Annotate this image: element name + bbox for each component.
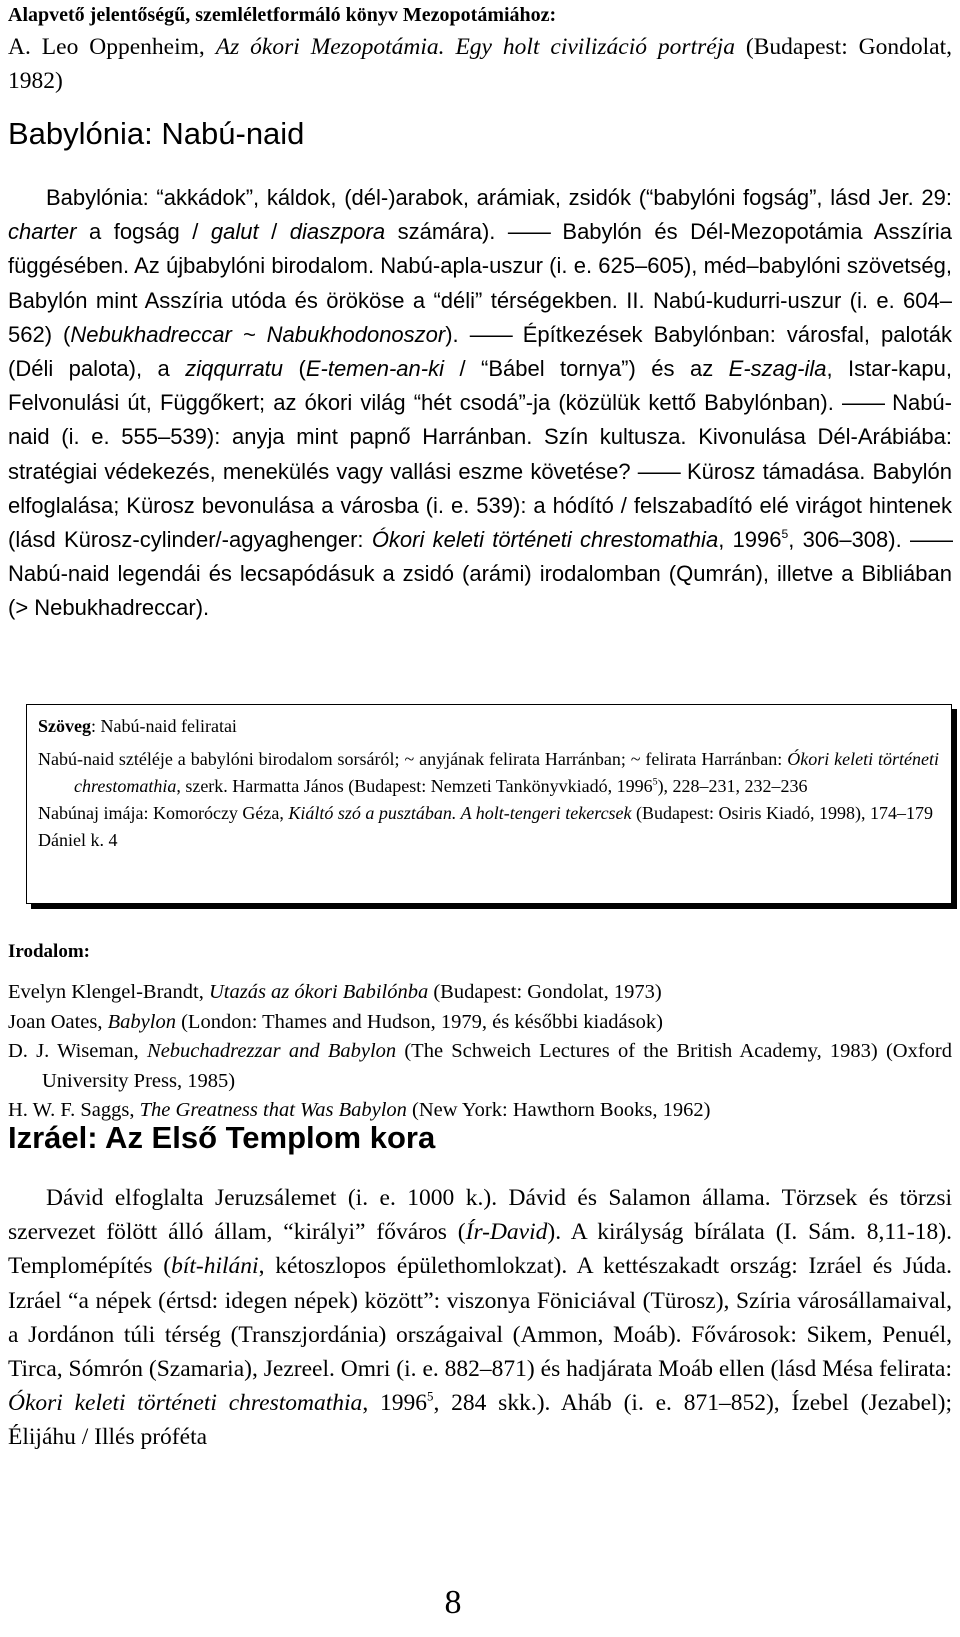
box-item: Nabúnaj imája: Komoróczy Géza, Kiáltó szó a pusztában. A holt-tengeri tekercsek (Budapest: Osiris Kiadó, 1998), 174–179 — [38, 803, 934, 823]
box-item: Dániel k. 4 — [38, 830, 118, 850]
reference-author: A. Leo Oppenheim, — [8, 34, 205, 60]
literature-item: D. J. Wiseman, Nebuchadrezzar and Babylon (The Schweich Lectures of the British Academy, 1983) (Oxford University Press, 1985) — [8, 1040, 953, 1092]
section-title-izrael: Izráel: Az Első Templom kora — [8, 1120, 436, 1155]
literature-item: H. W. F. Saggs, The Greatness that Was Babylon (New York: Hawthorn Books, 1962) — [8, 1099, 711, 1121]
section-paragraph-izrael: Dávid elfoglalta Jeruzsálemet (i. e. 1000 k.). Dávid és Salamon állama. Törzsek és törzsi szervezet fölött álló állam, “királyi” főváros (Ír-David). A királyság bírálata (I. Sám. 8,11-18). Templomépítés (bít-hiláni, kétoszlopos épülethomlokzat). A kettészakadt ország: Izráel és Júda. Izráel “a népek (értsd: idegen népek) között”: viszonya Föniciával (Türosz), Szíria városállamaival, a Jordánon túli térség (Transzjordánia) országaival (Ammon, Moáb). Fővárosok: Sikem, Penuél, Tirca, Sómrón (Szamaria), Jezreel. Omri (i. e. 882–871) és hadjárata Moáb ellen (lásd Mésa felirata: Ókori keleti történeti chrestomathia, 1996$^5$, 284 skk.). Aháb (i. e. 871–852), Ízebel (Jezabel); Élijáhu / Illés próféta — [8, 1185, 952, 1451]
em-dash: —— — [507, 219, 550, 245]
reference-publisher: (Budapest: Gondolat, 1982) — [8, 34, 952, 94]
literature-list — [8, 978, 952, 1126]
reference-title: Az ókori Mezopotámia. Egy holt civilizáció portréja — [215, 34, 735, 60]
box-title: Szöveg: Nabú-naid feliratai — [38, 716, 237, 736]
source-text-box — [26, 704, 952, 904]
page-number: 8 — [444, 1584, 462, 1621]
reference-entry — [8, 30, 952, 98]
literature-heading: Irodalom: — [8, 941, 90, 962]
section-paragraph-babylonia: Babylónia: “akkádok”, káldok, (dél-)arabok, arámiak, zsidók (“babylóni fogság”, lásd Jer. 29: charter a fogság / galut / diaszpora számára). —— Babylón és Dél-Mezopotámia Asszíria függésében. Az újbabylóni birodalom. Nabú-apla-uszur (i. e. 625–605), méd–babylóni szövetség, Babylón mint Asszíria utóda és örököse a “déli” térségekben. II. Nabú-kudurri-uszur (i. e. 604–562) (Nebukhadreccar ~ Nabukhodonoszor). —— Építkezések Babylónban: városfal, paloták (Déli palota), a ziqqurratu (E-temen-an-ki / “Bábel tornya”) és az E-szag-ila, Istar-kapu, Felvonulási út, Függőkert; az ókori világ “hét csodá”-ja (közülük kettő Babylónban). —— Nabú-naid (i. e. 555–539): anyja mint papnő Harránban. Szín kultusza. Kivonulása Dél-Arábiába: stratégiai védekezés, menekülés vagy vallási eszme követése? —— Kürosz támadása. Babylón elfoglalása; Kürosz bevonulása a városba (i. e. 539): a hódító / felszabadító elé virágot hintenek (lásd Kürosz-cylinder/-agyaghenger: Ókori keleti történeti chrestomathia, 1996$^5$, 306–308). —— Nabú-naid legendái és lecsapódásuk a zsidó (arámi) irodalomban (Qumrán), illetve a Bibliában (> Nebukhadreccar). — [8, 185, 953, 621]
reference-heading: Alapvető jelentőségű, szemléletformáló könyv Mezopotámiához: — [8, 4, 557, 26]
literature-item: Evelyn Klengel-Brandt, Utazás az ókori Babilónba (Budapest: Gondolat, 1973) — [8, 981, 662, 1003]
section-title-babylonia: Babylónia: Nabú-naid — [8, 116, 305, 151]
box-item: Nabú-naid sztéléje a babylóni birodalom sorsáról; ~ anyjának felirata Harránban; ~ felirata Harránban: Ókori keleti történeti chrestomathia, szerk. Harmatta János (Budapest: Nemzeti Tankönyvkiadó, 1996$^5$), 228–231, 232–236 — [38, 749, 940, 796]
literature-item: Joan Oates, Babylon (London: Thames and Hudson, 1979, és későbbi kiadások) — [8, 1010, 663, 1033]
